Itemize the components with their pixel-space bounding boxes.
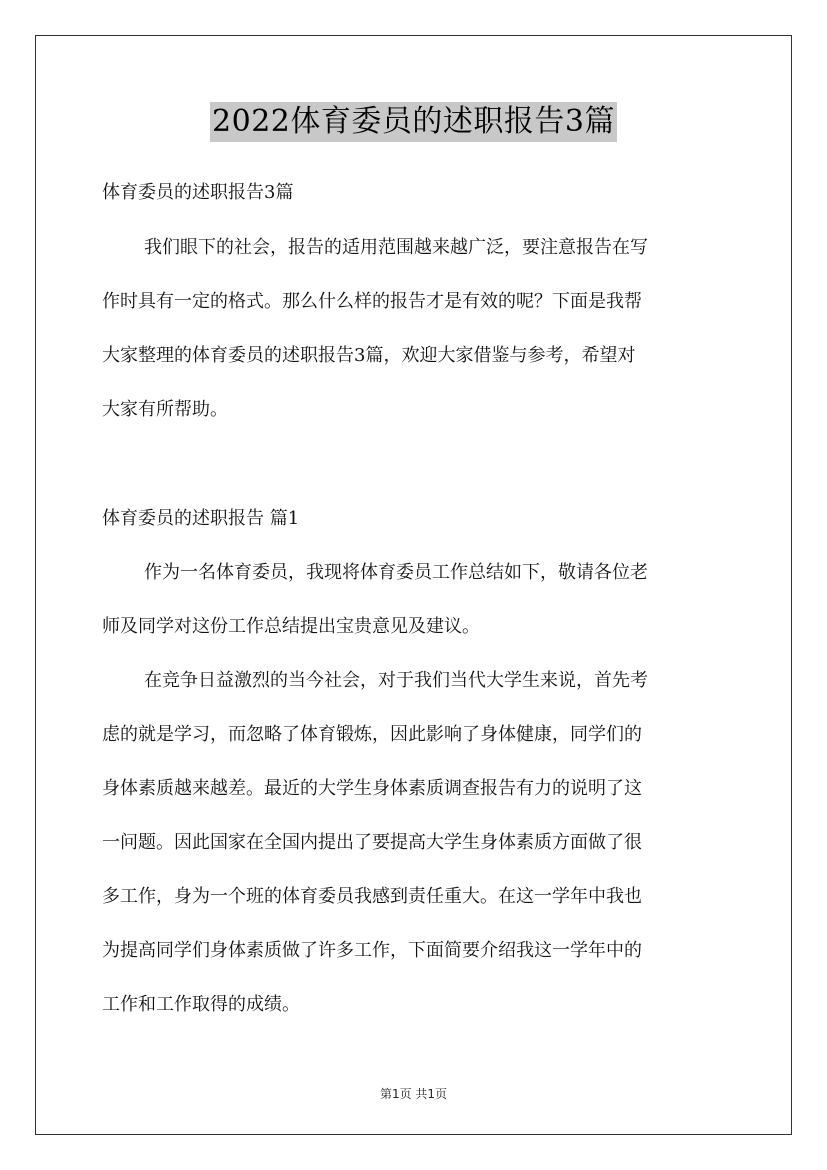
title-container [0,102,827,142]
intro-line-1: 我们眼下的社会，报告的适用范围越来越广泛，要注意报告在写 [144,237,648,258]
page-footer: 第1页 共1页 [379,1087,448,1101]
intro-line-2: 作时具有一定的格式。那么什么样的报告才是有效的呢？下面是我帮 [102,291,642,312]
para2-line-6: 为提高同学们身体素质做了许多工作，下面简要介绍我这一学年中的 [102,940,642,961]
para2-line-7: 工作和工作取得的成绩。 [102,994,300,1015]
document-title: 2022体育委员的述职报告3篇 [210,102,617,142]
para2-line-3: 身体素质越来越差。最近的大学生身体素质调查报告有力的说明了这 [102,778,642,799]
intro-line-3: 大家整理的体育委员的述职报告3篇，欢迎大家借鉴与参考，希望对 [102,345,636,366]
document-subtitle: 体育委员的述职报告3篇 [102,182,294,203]
para1-line-1: 作为一名体育委员，我现将体育委员工作总结如下，敬请各位老 [144,562,648,583]
para2-line-2: 虑的就是学习，而忽略了体育锻炼，因此影响了身体健康，同学们的 [102,724,642,745]
para2-line-4: 一问题。因此国家在全国内提出了要提高大学生身体素质方面做了很 [102,832,642,853]
intro-line-4: 大家有所帮助。 [102,399,228,420]
para2-line-1: 在竞争日益激烈的当今社会，对于我们当代大学生来说，首先考 [144,670,648,691]
para1-line-2: 师及同学对这份工作总结提出宝贵意见及建议。 [102,616,480,637]
section-heading: 体育委员的述职报告 篇1 [102,508,300,529]
para2-line-5: 多工作，身为一个班的体育委员我感到责任重大。在这一学年中我也 [102,886,642,907]
